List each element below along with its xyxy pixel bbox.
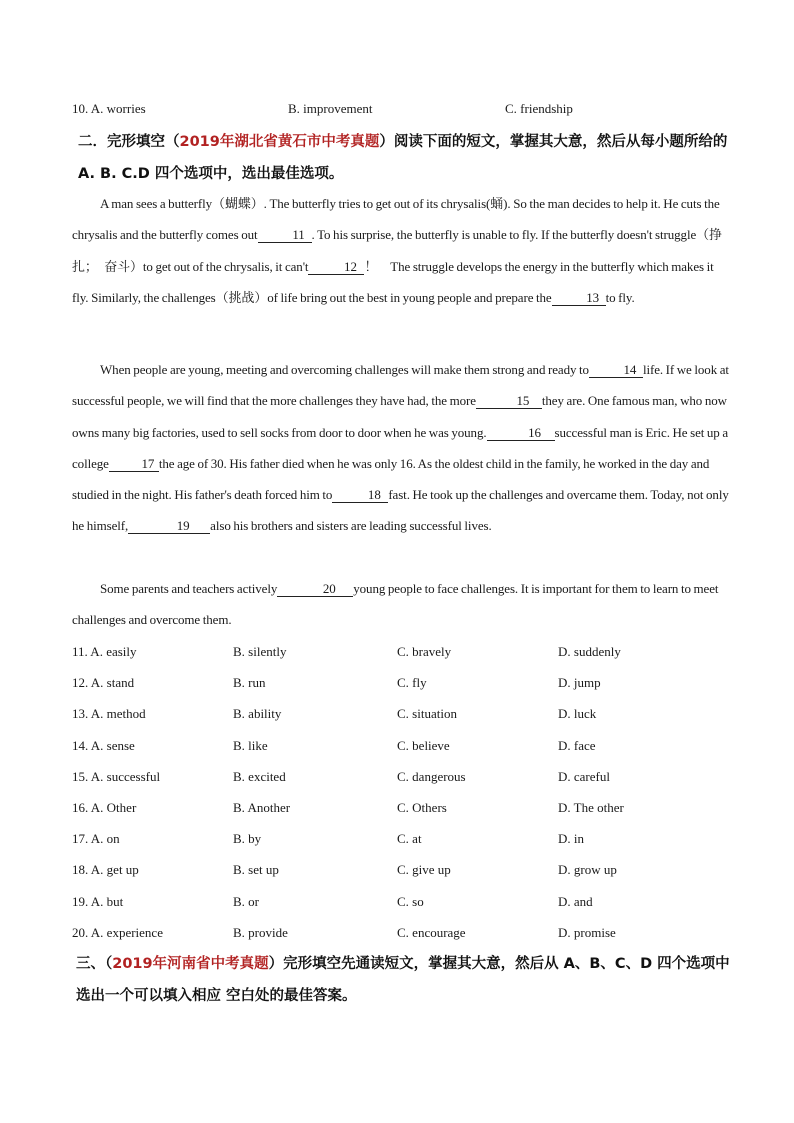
q18-option-c: C. give up: [397, 862, 451, 877]
q18-option-a: 18. A. get up: [72, 862, 139, 877]
option-c: C. friendship: [505, 101, 573, 116]
q20-option-b: B. provide: [233, 925, 288, 940]
q14-option-d: D. face: [558, 738, 596, 753]
passage-paragraph-3: Some parents and teachers actively 20 young people to face challenges. It is important for them to learn to meet challenges and overcome them.: [72, 581, 719, 628]
q17-option-b: B. by: [233, 831, 262, 846]
blank-11: 11: [258, 228, 312, 243]
q12-option-d: D. jump: [558, 675, 601, 690]
blank-16: 16: [487, 426, 555, 441]
q11-option-b: B. silently: [233, 644, 287, 659]
q16-option-a: 16. A. Other: [72, 800, 137, 815]
q15-option-d: D. careful: [558, 769, 610, 784]
q15-option-a: 15. A. successful: [72, 769, 161, 784]
q12-option-b: B. run: [233, 675, 266, 690]
q14-option-c: C. believe: [397, 738, 450, 753]
q11-option-a: 11. A. easily: [72, 644, 137, 659]
option-b: B. improvement: [288, 101, 373, 116]
q11-option-c: C. bravely: [397, 644, 452, 659]
question-18-row: [72, 862, 752, 882]
q17-option-c: C. at: [397, 831, 422, 846]
q13-option-a: 13. A. method: [72, 706, 146, 721]
q13-option-d: D. luck: [558, 706, 597, 721]
q13-option-b: B. ability: [233, 706, 282, 721]
section-2-heading: [78, 126, 738, 190]
q19-option-b: B. or: [233, 894, 259, 909]
option-a: 10. A. worries: [72, 101, 146, 116]
q19-option-a: 19. A. but: [72, 894, 124, 909]
question-11-row: [72, 644, 752, 664]
section-2-instruction: ）阅读下面的短文，掌握其大意，然后从每小题所给的 A. B. C.D 四个选项中，选出最佳选项。: [78, 134, 728, 182]
question-10-options: [72, 101, 752, 119]
blank-17: 17: [109, 457, 159, 472]
q16-option-c: C. Others: [397, 800, 447, 815]
q20-option-c: C. encourage: [397, 925, 466, 940]
blank-14: 14: [589, 363, 643, 378]
question-19-row: [72, 894, 752, 914]
section-3-number: 三、（: [76, 956, 113, 972]
blank-19: 19: [128, 519, 210, 534]
passage-paragraph-1: A man sees a butterfly（蝴蝶）. The butterfly tries to get out of its chrysalis(蛹). So the man decides to help it. He cuts the chrysalis and the butterfly comes out 11 . To his surprise, the butterfly is unable to fly. If the butterfly doesn't struggle（挣扎； 奋斗）to get out of the chrysalis, it can't 12 ！ The struggle develops the energy in the butterfly which makes it fly. Similarly, the challenges（挑战）of life bring out the best in young people and prepare the 13 to fly.: [72, 196, 722, 305]
question-17-row: [72, 831, 752, 851]
q15-option-c: C. dangerous: [397, 769, 466, 784]
q16-option-b: B. Another: [233, 800, 291, 815]
section-3-heading: [76, 948, 732, 1012]
q16-option-d: D. The other: [558, 800, 624, 815]
section-2-number: 二．完形填空（: [78, 134, 180, 150]
section-3-instruction: ）完形填空先通读短文，掌握其大意，然后从 A、B、C、D 四个选项中选出一个可以填入相应 空白处的最佳答案。: [76, 956, 730, 1004]
question-14-row: [72, 738, 752, 758]
q18-option-b: B. set up: [233, 862, 279, 877]
blank-12: 12: [308, 260, 364, 275]
q14-option-a: 14. A. sense: [72, 738, 135, 753]
q12-option-c: C. fly: [397, 675, 427, 690]
q14-option-b: B. like: [233, 738, 268, 753]
q12-option-a: 12. A. stand: [72, 675, 135, 690]
question-12-row: [72, 675, 752, 695]
blank-20: 20: [277, 582, 353, 597]
question-16-row: [72, 800, 752, 820]
section-3-source: 2019年河南省中考真题: [112, 956, 269, 972]
blank-18: 18: [332, 488, 388, 503]
q18-option-d: D. grow up: [558, 862, 617, 877]
section-2-source: 2019年湖北省黄石市中考真题: [179, 134, 380, 150]
q11-option-d: D. suddenly: [558, 644, 621, 659]
q15-option-b: B. excited: [233, 769, 286, 784]
q13-option-c: C. situation: [397, 706, 457, 721]
blank-15: 15: [476, 394, 542, 409]
passage-paragraph-2: When people are young, meeting and overcoming challenges will make them strong and ready to 14 life. If we look at successful people, we will find that the more challenges they have had, the more 15 they are. One famous man, who now owns many big factories, used to sell socks from door to door when he was young. 16 successful man is Eric. He set up a college 17 the age of 30. His father died when he was only 16. As the oldest child in the family, he worked in the day and studied in the night. His father's death forced him to 18 fast. He took up the challenges and overcame them. Today, not only he himself, 19 also his brothers and sisters are leading successful lives.: [72, 362, 729, 534]
q20-option-d: D. promise: [558, 925, 616, 940]
q19-option-d: D. and: [558, 894, 593, 909]
q17-option-d: D. in: [558, 831, 584, 846]
question-13-row: [72, 706, 752, 726]
question-15-row: [72, 769, 752, 789]
question-20-row: [72, 925, 752, 945]
blank-13: 13: [552, 291, 606, 306]
q19-option-c: C. so: [397, 894, 424, 909]
q17-option-a: 17. A. on: [72, 831, 120, 846]
q20-option-a: 20. A. experience: [72, 925, 163, 940]
